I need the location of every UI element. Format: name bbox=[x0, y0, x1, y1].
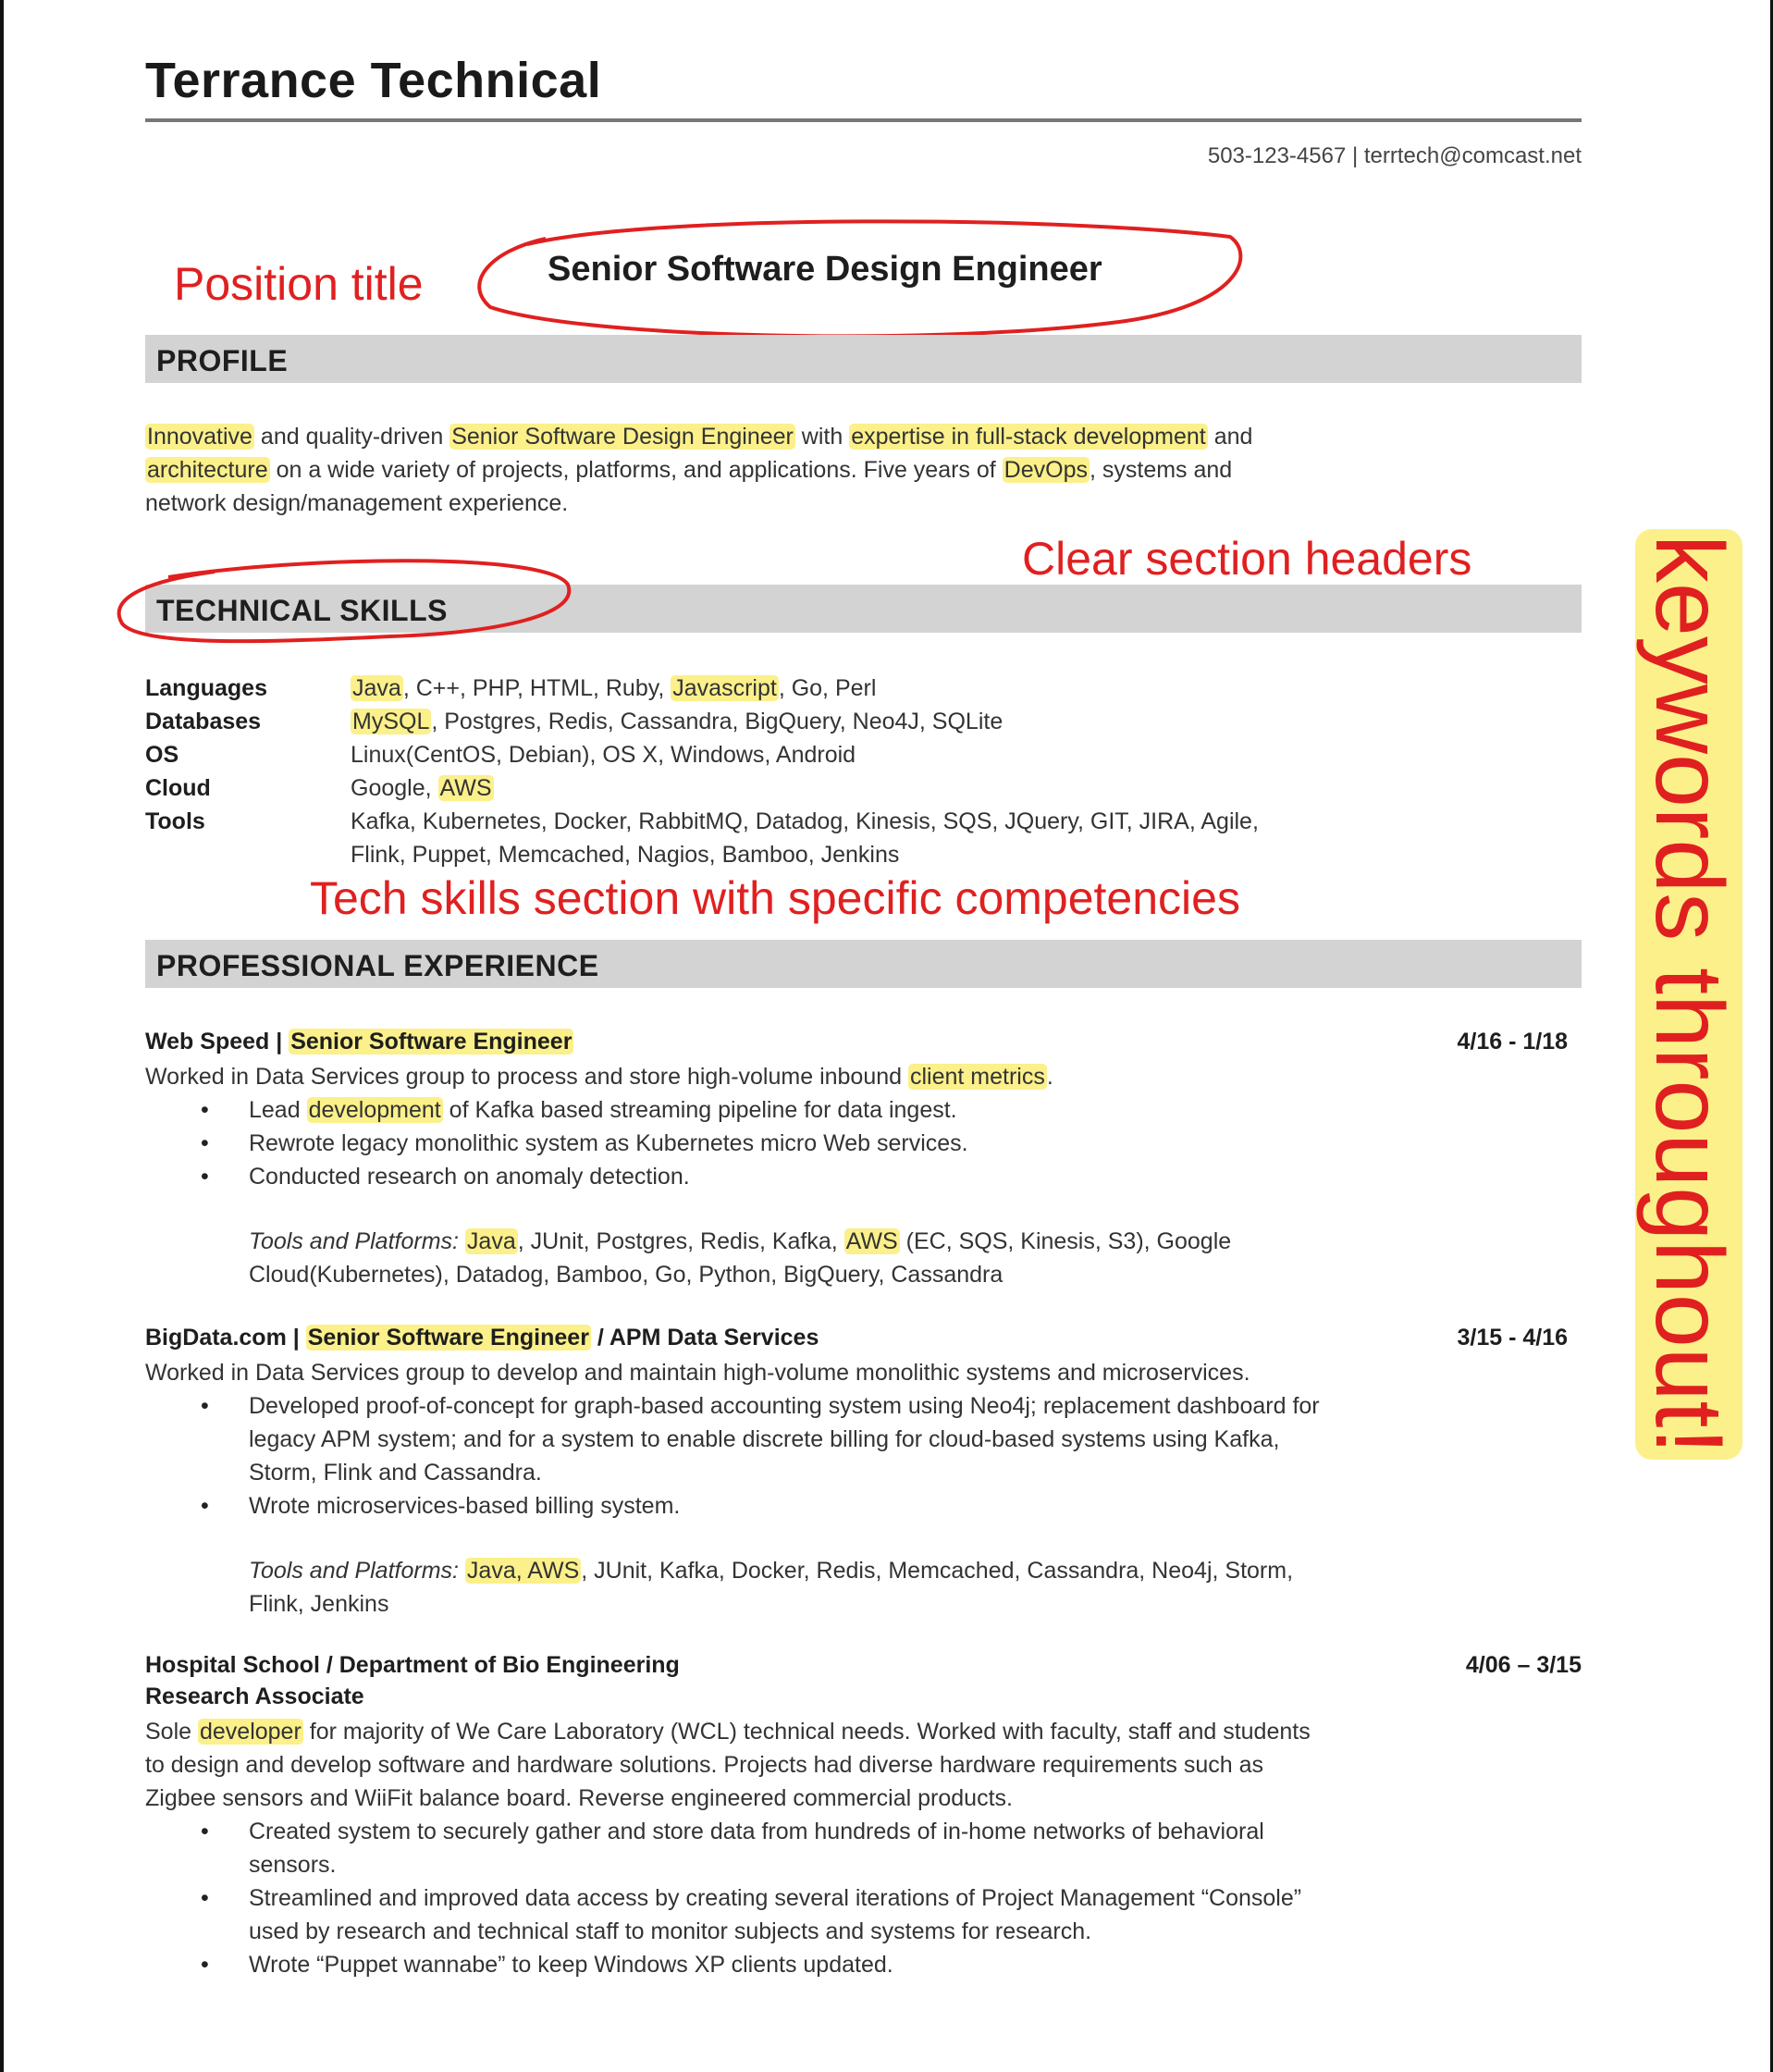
list-item: • Wrote “Puppet wannabe” to keep Windows XP clients updated. bbox=[145, 1948, 1301, 1981]
annotation-position-title: Position title bbox=[174, 258, 424, 310]
job-keyword: client metrics bbox=[910, 1064, 1045, 1090]
profile-text-run: network design/management experience. bbox=[145, 490, 569, 516]
job-keyword: Java, AWS bbox=[466, 1558, 580, 1584]
job-company: BigData.com | bbox=[145, 1325, 306, 1350]
profile-keyword: Innovative bbox=[147, 424, 252, 450]
job-title-keyword: Senior Software Engineer bbox=[307, 1325, 589, 1350]
job-text-run: sensors. bbox=[249, 1852, 337, 1878]
profile-text-run: , systems and bbox=[1089, 457, 1233, 483]
job-text-run: for majority of We Care Laboratory (WCL) technical needs. Worked with faculty, staff and students bbox=[302, 1719, 1311, 1745]
job-keyword: developer bbox=[199, 1719, 302, 1745]
job-text-run: legacy APM system; and for a system to enable discrete billing for cloud-based systems using Kafka, bbox=[249, 1426, 1280, 1452]
job-text-run: used by research and technical staff to monitor subjects and systems for research. bbox=[249, 1918, 1092, 1944]
skill-label: Cloud bbox=[145, 775, 211, 801]
job-text-run: • Created system to securely gather and store data from hundreds of in-home networks of behavioral bbox=[249, 1819, 1264, 1844]
job-description: Worked in Data Services group to develop and maintain high-volume monolithic systems and microservices. bbox=[145, 1360, 1250, 1386]
job-bullets bbox=[145, 1389, 1320, 1523]
skill-label: Tools bbox=[145, 808, 205, 834]
tools-label: Tools and Platforms: bbox=[249, 1228, 465, 1254]
skill-text-run: Flink, Puppet, Memcached, Nagios, Bamboo, Jenkins bbox=[351, 842, 900, 868]
annotation-clear-headers: Clear section headers bbox=[1022, 533, 1472, 585]
profile-text-run: and quality-driven bbox=[253, 424, 450, 450]
skill-row-languages bbox=[145, 672, 1259, 705]
skill-value bbox=[351, 705, 1003, 738]
job-keyword: Java bbox=[466, 1228, 516, 1254]
job-text-run: Worked in Data Services group to process and store high-volume inbound bbox=[145, 1064, 908, 1090]
list-item bbox=[145, 1389, 1320, 1489]
skill-label: Databases bbox=[145, 709, 262, 734]
skill-text-run: , C++, PHP, HTML, Ruby, bbox=[402, 675, 671, 701]
profile-text-run: with bbox=[794, 424, 850, 450]
skill-text-run: , Postgres, Redis, Cassandra, BigQuery, Neo4J, SQLite bbox=[431, 709, 1003, 734]
section-header-professional-experience: PROFESSIONAL EXPERIENCE bbox=[156, 949, 599, 982]
profile-text-run: and bbox=[1207, 424, 1253, 450]
resume-name: Terrance Technical bbox=[145, 53, 602, 108]
job-text-run: Sole bbox=[145, 1719, 198, 1745]
list-item bbox=[145, 1815, 1301, 1881]
skill-value bbox=[351, 771, 494, 805]
job-description bbox=[145, 1715, 1311, 1815]
profile-keyword: architecture bbox=[147, 457, 268, 483]
job-text-run: . bbox=[1046, 1064, 1053, 1090]
job-text-run: , JUnit, Kafka, Docker, Redis, Memcached, Cassandra, Neo4j, Storm, bbox=[581, 1558, 1294, 1584]
job-text-run: Lead bbox=[249, 1097, 307, 1123]
skill-keyword: MySQL bbox=[352, 709, 430, 734]
skill-row-cloud bbox=[145, 771, 1259, 805]
job-description bbox=[145, 1060, 1053, 1093]
list-item bbox=[145, 1093, 968, 1127]
list-item: • Rewrote legacy monolithic system as Kubernetes micro Web services. bbox=[145, 1127, 968, 1160]
skill-text-run: Kafka, Kubernetes, Docker, RabbitMQ, Datadog, Kinesis, SQS, JQuery, GIT, JIRA, Agile, bbox=[351, 808, 1259, 834]
list-item bbox=[145, 1881, 1301, 1948]
job-text-run: / APM Data Services bbox=[590, 1325, 819, 1350]
section-header-technical-skills: TECHNICAL SKILLS bbox=[156, 594, 448, 627]
skill-row-tools bbox=[145, 805, 1259, 871]
job-heading-hospital-school: Hospital School / Department of Bio Engineering bbox=[145, 1652, 680, 1678]
job-role: Research Associate bbox=[145, 1684, 364, 1709]
list-item: • Conducted research on anomaly detection. bbox=[145, 1160, 968, 1193]
skill-label: Languages bbox=[145, 675, 267, 701]
job-text-run: of Kafka based streaming pipeline for data ingest. bbox=[442, 1097, 957, 1123]
profile-text bbox=[145, 420, 1252, 520]
skill-value bbox=[351, 805, 1259, 871]
annotation-keywords-throughout bbox=[1634, 529, 1743, 1460]
job-text-run: Zigbee sensors and WiiFit balance board. Reverse engineered commercial products. bbox=[145, 1785, 1013, 1811]
annotation-tech-skills: Tech skills section with specific competencies bbox=[310, 872, 1240, 924]
profile-keyword: Senior Software Design Engineer bbox=[451, 424, 794, 450]
skill-keyword: AWS bbox=[439, 775, 492, 801]
job-keyword: development bbox=[308, 1097, 441, 1123]
skill-keyword: Javascript bbox=[672, 675, 777, 701]
job-tools bbox=[249, 1225, 1231, 1291]
job-text-run: , JUnit, Postgres, Redis, Kafka, bbox=[517, 1228, 844, 1254]
job-title-keyword: Senior Software Engineer bbox=[290, 1029, 573, 1054]
skill-label: OS bbox=[145, 742, 179, 768]
contact-info: 503-123-4567 | terrtech@comcast.net bbox=[1207, 143, 1582, 168]
skill-value: Linux(CentOS, Debian), OS X, Windows, Android bbox=[351, 742, 856, 768]
job-keyword: AWS bbox=[845, 1228, 898, 1254]
section-header-profile: PROFILE bbox=[156, 344, 289, 377]
job-tools bbox=[249, 1554, 1293, 1621]
job-bullets bbox=[145, 1815, 1301, 1981]
job-text-run: • Developed proof-of-concept for graph-based accounting system using Neo4j; replacement dashboard for bbox=[249, 1393, 1320, 1419]
skill-text-run: , Go, Perl bbox=[778, 675, 877, 701]
job-dates: 4/16 - 1/18 bbox=[1457, 1029, 1568, 1054]
profile-keyword: DevOps bbox=[1003, 457, 1088, 483]
skill-row-os bbox=[145, 738, 1259, 771]
job-company: Web Speed | bbox=[145, 1029, 289, 1054]
skills-table bbox=[145, 672, 1259, 871]
profile-text-run: on a wide variety of projects, platforms, and applications. Five years of bbox=[269, 457, 1003, 483]
job-text-run: • Streamlined and improved data access by creating several iterations of Project Management “Console” bbox=[249, 1885, 1302, 1911]
keywords-annotation-text: keywords throughout! bbox=[1635, 529, 1742, 1460]
job-text-run: Storm, Flink and Cassandra. bbox=[249, 1460, 542, 1486]
name-divider bbox=[145, 118, 1582, 122]
job-dates: 4/06 – 3/15 bbox=[1465, 1652, 1582, 1678]
job-heading-bigdata bbox=[145, 1325, 819, 1351]
skill-keyword: Java bbox=[352, 675, 401, 701]
list-item: • Wrote microservices-based billing system. bbox=[145, 1489, 1320, 1523]
skill-value bbox=[351, 672, 876, 705]
skill-row-databases bbox=[145, 705, 1259, 738]
job-text-run: (EC, SQS, Kinesis, S3), Google bbox=[899, 1228, 1232, 1254]
section-band-profile bbox=[145, 335, 1582, 383]
section-band-professional-experience bbox=[145, 940, 1582, 988]
profile-keyword: expertise in full-stack development bbox=[851, 424, 1206, 450]
position-title: Senior Software Design Engineer bbox=[548, 250, 1102, 289]
job-dates: 3/15 - 4/16 bbox=[1457, 1325, 1568, 1350]
technical-skills-ellipse bbox=[113, 559, 575, 653]
job-bullets bbox=[145, 1093, 968, 1193]
skill-text-run: Google, bbox=[351, 775, 438, 801]
job-text-run: to design and develop software and hardware solutions. Projects had diverse hardware requirements such as bbox=[145, 1752, 1264, 1778]
job-text-run: Flink, Jenkins bbox=[249, 1591, 389, 1617]
page-left-border bbox=[0, 0, 4, 2072]
job-heading-web-speed bbox=[145, 1029, 573, 1055]
tools-label: Tools and Platforms: bbox=[249, 1558, 465, 1584]
job-text-run: Cloud(Kubernetes), Datadog, Bamboo, Go, Python, BigQuery, Cassandra bbox=[249, 1262, 1003, 1288]
